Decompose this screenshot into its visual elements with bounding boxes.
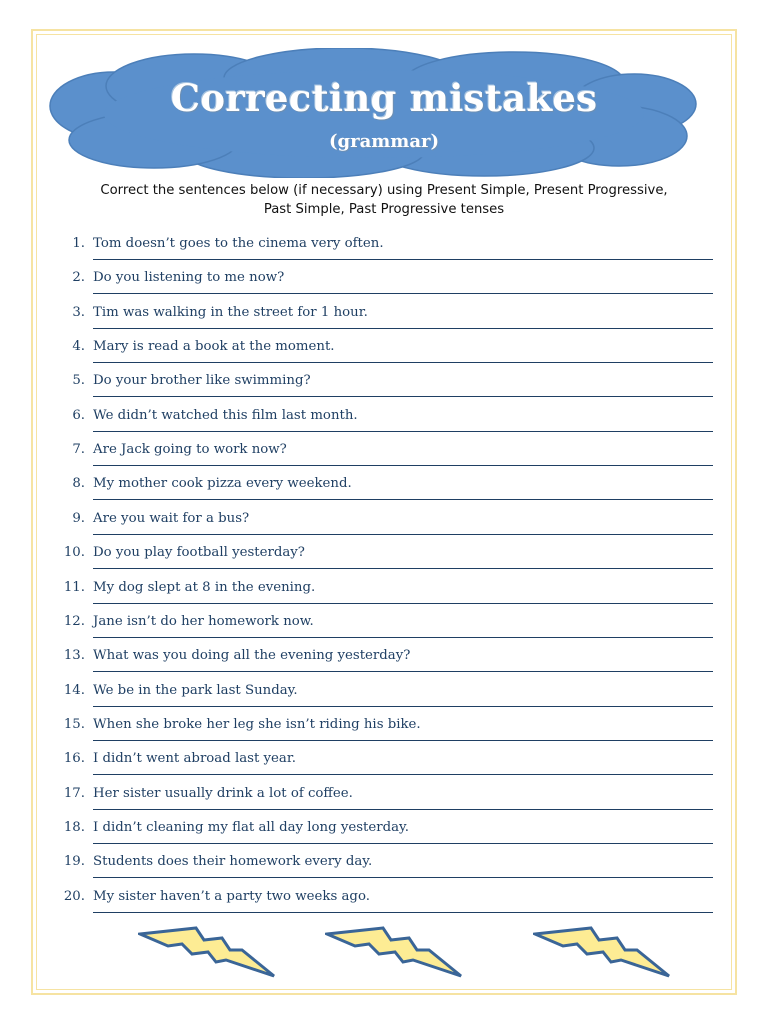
answer-line[interactable]	[93, 396, 713, 397]
exercise-item	[0, 580, 768, 614]
answer-line[interactable]	[93, 465, 713, 466]
lightning-bolt-icon	[533, 926, 673, 978]
answer-line[interactable]	[93, 431, 713, 432]
item-sentence: Her sister usually drink a lot of coffee.	[93, 785, 353, 801]
item-number: 6.	[72, 407, 85, 423]
item-sentence: My mother cook pizza every weekend.	[93, 476, 352, 492]
exercise-item	[0, 751, 768, 785]
item-sentence: We be in the park last Sunday.	[93, 682, 298, 698]
lightning-bolt-icon	[325, 926, 465, 978]
item-number: 18.	[63, 819, 85, 835]
item-sentence: I didn’t cleaning my flat all day long yesterday.	[93, 819, 410, 835]
item-sentence: Tim was walking in the street for 1 hour.	[93, 304, 368, 320]
item-number: 10.	[63, 545, 85, 561]
answer-line[interactable]	[93, 740, 713, 741]
item-number: 8.	[72, 476, 85, 492]
item-sentence: My dog slept at 8 in the evening.	[93, 579, 316, 595]
answer-line[interactable]	[93, 603, 713, 604]
item-sentence: Jane isn’t do her homework now.	[93, 613, 314, 629]
item-sentence: When she broke her leg she isn’t riding his bike.	[93, 716, 421, 732]
item-sentence: Do you listening to me now?	[93, 270, 285, 286]
item-sentence: Students does their homework every day.	[93, 854, 373, 870]
exercise-item	[0, 614, 768, 648]
item-sentence: Tom doesn’t goes to the cinema very often.	[93, 236, 384, 251]
exercise-item	[0, 373, 768, 407]
item-sentence: We didn’t watched this film last month.	[93, 407, 358, 423]
answer-line[interactable]	[93, 671, 713, 672]
answer-line[interactable]	[93, 843, 713, 844]
instructions-line-1: Correct the sentences below (if necessary) using Present Simple, Present Progressive,	[100, 183, 668, 198]
item-number: 7.	[72, 442, 85, 458]
lightning-bolt-icon	[138, 926, 278, 978]
answer-line[interactable]	[93, 774, 713, 775]
answer-line[interactable]	[93, 499, 713, 500]
exercise-item	[0, 236, 768, 270]
exercise-item	[0, 270, 768, 304]
answer-line[interactable]	[93, 637, 713, 638]
answer-line[interactable]	[93, 706, 713, 707]
item-sentence: My sister haven’t a party two weeks ago.	[93, 888, 370, 904]
exercise-item	[0, 476, 768, 510]
exercise-item	[0, 339, 768, 373]
item-sentence: Do you play football yesterday?	[93, 545, 305, 561]
exercise-item	[0, 717, 768, 751]
item-number: 15.	[63, 716, 85, 732]
item-number: 19.	[63, 854, 85, 870]
instructions-line-2: Past Simple, Past Progressive tenses	[263, 202, 505, 217]
item-number: 5.	[72, 373, 85, 389]
item-sentence: Are Jack going to work now?	[93, 442, 287, 458]
item-number: 16.	[63, 751, 85, 767]
item-number: 1.	[72, 236, 85, 251]
answer-line[interactable]	[93, 568, 713, 569]
exercise-item	[0, 545, 768, 579]
exercise-item	[0, 854, 768, 888]
instructions	[40, 181, 728, 219]
exercise-item	[0, 408, 768, 442]
answer-line[interactable]	[93, 877, 713, 878]
item-number: 20.	[63, 888, 85, 904]
answer-line[interactable]	[93, 293, 713, 294]
item-number: 11.	[63, 579, 85, 595]
exercise-item	[0, 648, 768, 682]
answer-line[interactable]	[93, 362, 713, 363]
item-number: 14.	[63, 682, 85, 698]
item-number: 4.	[72, 339, 85, 355]
item-sentence: What was you doing all the evening yesterday?	[93, 648, 411, 664]
worksheet-title: Correcting mistakes	[170, 76, 598, 120]
item-number: 13.	[63, 648, 85, 664]
exercise-item	[0, 889, 768, 923]
exercise-item	[0, 683, 768, 717]
item-number: 9.	[72, 510, 85, 526]
item-number: 3.	[72, 304, 85, 320]
answer-line[interactable]	[93, 809, 713, 810]
exercise-item	[0, 820, 768, 854]
exercise-item	[0, 305, 768, 339]
item-sentence: Do your brother like swimming?	[93, 373, 311, 389]
answer-line[interactable]	[93, 328, 713, 329]
item-sentence: I didn’t went abroad last year.	[93, 751, 296, 767]
exercise-item	[0, 786, 768, 820]
item-sentence: Are you wait for a bus?	[93, 510, 250, 526]
answer-line[interactable]	[93, 912, 713, 913]
item-number: 12.	[63, 613, 85, 629]
item-number: 17.	[63, 785, 85, 801]
worksheet-subtitle: (grammar)	[328, 131, 439, 152]
exercise-item	[0, 442, 768, 476]
answer-line[interactable]	[93, 534, 713, 535]
item-number: 2.	[72, 270, 85, 286]
item-sentence: Mary is read a book at the moment.	[93, 339, 335, 355]
answer-line[interactable]	[93, 259, 713, 260]
exercise-item	[0, 511, 768, 545]
